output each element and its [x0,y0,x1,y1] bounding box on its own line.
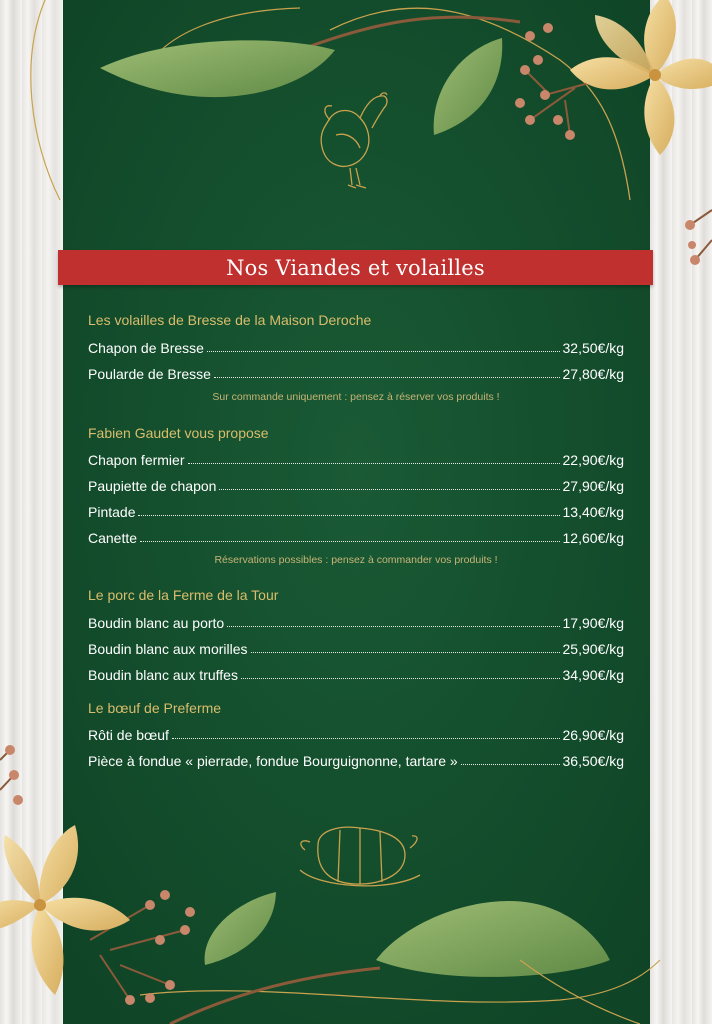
item-price: 17,90€/kg [562,615,624,631]
item-price: 36,50€/kg [562,753,624,769]
menu-item [88,500,624,520]
menu-item [88,723,624,743]
dot-leader [461,763,560,765]
item-price: 22,90€/kg [562,452,624,468]
item-name: Chapon fermier [88,452,185,468]
dot-leader [207,350,560,352]
dot-leader [188,462,560,464]
item-name: Canette [88,530,138,546]
title-banner [58,250,653,285]
item-price: 12,60€/kg [562,530,624,546]
item-name: Boudin blanc aux truffes [88,667,238,683]
dot-leader [219,488,559,490]
menu-item [88,448,624,468]
menu-item [88,474,624,494]
menu-item [88,362,624,382]
item-price: 13,40€/kg [562,504,624,520]
section-title: Le bœuf de Preferme [88,700,222,716]
menu-item [88,336,624,356]
dot-leader [140,540,559,542]
item-name: Boudin blanc au porto [88,615,225,631]
dot-leader [214,376,560,378]
item-price: 27,80€/kg [562,366,624,382]
dot-leader [241,677,560,679]
dot-leader [172,737,560,739]
item-price: 27,90€/kg [562,478,624,494]
section-note: Réservations possibles : pensez à commander vos produits ! [214,554,498,566]
menu-item [88,637,624,657]
section-title: Les volailles de Bresse de la Maison Deroche [88,312,372,328]
item-name: Pièce à fondue « pierrade, fondue Bourguignonne, tartare » [88,753,458,769]
item-name: Poularde de Bresse [88,366,211,382]
item-name: Pintade [88,504,136,520]
item-name: Chapon de Bresse [88,340,204,356]
dot-leader [138,514,559,516]
dot-leader [227,625,559,627]
section-title: Le porc de la Ferme de la Tour [88,587,279,603]
item-price: 26,90€/kg [562,727,624,743]
menu-item [88,749,624,769]
section-note: Sur commande uniquement : pensez à réserver vos produits ! [212,391,500,403]
menu-item [88,663,624,683]
item-price: 32,50€/kg [562,340,624,356]
item-name: Boudin blanc aux morilles [88,641,248,657]
dot-leader [251,651,560,653]
item-price: 25,90€/kg [562,641,624,657]
item-name: Paupiette de chapon [88,478,217,494]
item-name: Rôti de bœuf [88,727,169,743]
menu-item [88,526,624,546]
page-title: Nos Viandes et volailles [226,255,485,280]
item-price: 34,90€/kg [562,667,624,683]
menu-item [88,611,624,631]
section-title: Fabien Gaudet vous propose [88,425,269,441]
